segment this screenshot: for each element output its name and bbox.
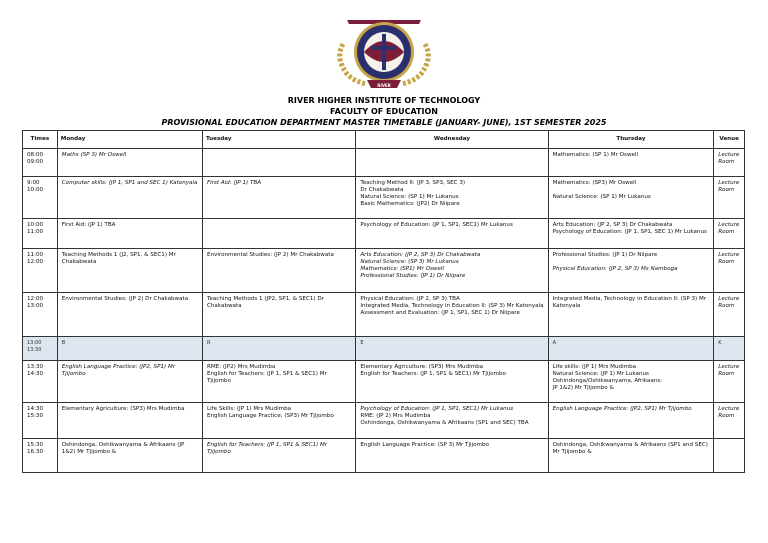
time-text: 15:30 xyxy=(27,442,44,448)
time-text: 08:00 xyxy=(27,152,44,158)
course-entry: Professional Studies: (JP 1) Dr Niipare xyxy=(360,273,466,279)
monday-cell xyxy=(57,403,202,439)
course-entry: Arts Education: (JP 2, SP 3) Dr Chakabwata xyxy=(552,222,673,228)
venue-cell xyxy=(714,403,745,439)
venue-cell xyxy=(714,249,745,293)
col-header-wednesday: Wednesday xyxy=(356,131,548,149)
course-entry: E xyxy=(360,340,364,346)
master-timetable xyxy=(22,130,745,473)
col-header-thursday: Thursday xyxy=(548,131,714,149)
venue-cell xyxy=(714,439,745,473)
time-text: 11:00 xyxy=(27,252,44,258)
course-entry: Elementary Agriculture: (SP3) Mrs Mudimba xyxy=(61,406,185,412)
table-row xyxy=(23,249,745,293)
course-entry: Basic Mathematics: (JP2) Dr Niipare xyxy=(360,201,460,207)
course-entry: First Aid: (JP 1) TBA xyxy=(61,222,116,228)
course-entry: English for Teachers: (JP 1, SP1 & SEC1) Mr Tjijombo xyxy=(206,442,328,455)
course-entry: Natural Science: (JP 1) Mr Lukanus xyxy=(552,371,649,377)
time-text: 14:30 xyxy=(27,406,44,412)
time-text: 14:30 xyxy=(27,371,44,377)
time-cell xyxy=(23,219,58,249)
venue-text: Lecture xyxy=(718,152,740,158)
course-entry: Oshindonga, Oshikwanyama & Afrikaans (SP1 and SEC) TBA xyxy=(360,420,529,426)
time-cell xyxy=(23,249,58,293)
venue-cell xyxy=(714,149,745,177)
col-header-times: Times xyxy=(23,131,58,149)
thursday-cell xyxy=(548,361,714,403)
wednesday-cell xyxy=(356,361,548,403)
table-row xyxy=(23,337,745,361)
course-entry: Arts Education: (JP 2, SP 3) Dr Chakabwata xyxy=(360,252,481,258)
table-row xyxy=(23,219,745,249)
venue-text: Lecture xyxy=(718,406,740,412)
time-text: 10:00 xyxy=(27,222,44,228)
table-row xyxy=(23,293,745,337)
tuesday-cell xyxy=(202,177,355,219)
course-entry: English Language Practice: (JP2, SP1) Mr Tjijombo xyxy=(552,406,692,412)
venue-text: Lecture xyxy=(718,252,740,258)
wednesday-cell xyxy=(356,293,548,337)
course-entry: Dr Chakabwata xyxy=(360,187,404,193)
time-text: 16:30 xyxy=(27,449,44,455)
course-entry: RME: (JP2) Mrs Mudimba xyxy=(206,364,276,370)
time-text: 13:00 xyxy=(27,303,44,309)
monday-cell xyxy=(57,219,202,249)
course-entry: Environmental Studies: (JP 2) Dr Chakabwata xyxy=(61,296,189,302)
course-entry: English for Teachers: (JP 1, SP1 & SEC1) Mr Tjijombo xyxy=(360,371,506,377)
course-entry: RME: (JP 2) Mrs Mudimba xyxy=(360,413,431,419)
wednesday-cell xyxy=(356,149,548,177)
course-entry: Psychology of Education: (JP 1, SP1, SEC1) Mr Lukanus xyxy=(360,222,513,228)
course-entry: English for Teachers: (JP 1, SP1 & SEC1) Mr Tjijombo xyxy=(206,371,327,384)
wednesday-cell xyxy=(356,249,548,293)
course-entry: Mathematics: (SP1) Mr Oswell xyxy=(360,266,445,272)
venue-text: Room xyxy=(718,413,735,419)
course-entry: JP 1&2) Mr Tjijombo & xyxy=(552,385,614,391)
logo-banner-text: RIVER xyxy=(377,83,391,88)
wednesday-cell xyxy=(356,439,548,473)
institute-logo xyxy=(331,8,437,94)
monday-cell xyxy=(57,149,202,177)
timetable-title: PROVISIONAL EDUCATION DEPARTMENT MASTER TIMETABLE (JANUARY- JUNE), 1ST SEMESTER 2025 xyxy=(161,118,607,127)
course-entry: Psychology of Education: (JP 1, SP1, SEC1) Mr Lukanus xyxy=(360,406,514,412)
course-entry: English Language Practice: (JP2, SP1) Mr Tjijombo xyxy=(61,364,176,377)
time-text: 11:00 xyxy=(27,229,44,235)
tuesday-cell xyxy=(202,149,355,177)
time-text: 13:00 xyxy=(27,340,42,346)
col-header-tuesday: Tuesday xyxy=(202,131,355,149)
course-entry: Assessment and Evaluation: (JP 1, SP1, SEC 1) Dr Niipare xyxy=(360,310,520,316)
course-entry: Mathematics: (SP 1) Mr Oswell xyxy=(552,152,639,158)
thursday-cell xyxy=(548,219,714,249)
time-cell xyxy=(23,361,58,403)
course-entry: Physical Education: (JP 2, SP 3) Ms Namboga xyxy=(552,266,678,272)
course-entry: Oshindonga, Oshikwanyama & Afrikaans (JP 1&2) Mr Tjijombo & xyxy=(61,442,185,455)
time-text: 13:30 xyxy=(27,347,42,353)
time-text: 13:30 xyxy=(27,364,44,370)
table-row xyxy=(23,177,745,219)
time-cell xyxy=(23,403,58,439)
monday-cell xyxy=(57,439,202,473)
course-entry: Life skills: (JP 1) Mrs Mudimba xyxy=(552,364,637,370)
course-entry: Teaching Method II: (JP 3, SP3, SEC 3) xyxy=(360,180,466,186)
time-cell xyxy=(23,177,58,219)
venue-text: Room xyxy=(718,187,735,193)
course-entry: Oshindonga, Oshikwanyama & Afrikaans (SP1 and SEC) Mr Tjijombo & xyxy=(552,442,708,455)
col-header-venue: Venue xyxy=(714,131,745,149)
course-entry: Integrated Media, Technology in Education II: (SP 3) Mr Katonyala xyxy=(360,303,544,309)
time-cell xyxy=(23,337,58,361)
thursday-cell xyxy=(548,149,714,177)
course-entry: Integrated Media, Technology in Education II: (SP 3) Mr Katonyala xyxy=(552,296,707,309)
table-row xyxy=(23,439,745,473)
venue-text: Lecture xyxy=(718,222,740,228)
venue-cell xyxy=(714,219,745,249)
course-entry: Natural Science: (SP 3) Mr Lukanus xyxy=(360,259,459,265)
venue-text: Lecture xyxy=(718,296,740,302)
course-entry: Teaching Methods 1 (JP2, SP1, & SEC1) Dr Chakabwata xyxy=(206,296,324,309)
table-row xyxy=(23,361,745,403)
venue-text: Room xyxy=(718,159,735,165)
thursday-cell xyxy=(548,439,714,473)
monday-cell xyxy=(57,337,202,361)
monday-cell xyxy=(57,177,202,219)
time-text: 09:00 xyxy=(27,159,44,165)
course-entry: A xyxy=(552,340,557,346)
thursday-cell xyxy=(548,249,714,293)
course-entry: Life Skills: (JP 1) Mrs Mudimba xyxy=(206,406,292,412)
venue-cell xyxy=(714,337,745,361)
course-entry: Elementary Agriculture: (SP3) Mrs Mudimba xyxy=(360,364,484,370)
time-cell xyxy=(23,439,58,473)
table-row xyxy=(23,149,745,177)
tuesday-cell xyxy=(202,361,355,403)
course-entry: Teaching Methods 1 (J2, SP1, & SEC1) Mr Chakabwata xyxy=(61,252,176,265)
venue-text: Lecture xyxy=(718,180,740,186)
time-text: 12:00 xyxy=(27,296,44,302)
course-entry: R xyxy=(206,340,211,346)
course-entry: Environmental Studies: (JP 2) Mr Chakabwata xyxy=(206,252,334,258)
course-entry: B xyxy=(61,340,66,346)
venue-cell xyxy=(714,361,745,403)
time-cell xyxy=(23,293,58,337)
course-entry: Computer skills: (JP 1, SP1 and SEC 1) Katonyala xyxy=(61,180,198,186)
time-text: 10:00 xyxy=(27,187,44,193)
venue-text: Room xyxy=(718,303,735,309)
wednesday-cell xyxy=(356,177,548,219)
col-header-monday: Monday xyxy=(57,131,202,149)
faculty-name: FACULTY OF EDUCATION xyxy=(330,107,438,116)
logo-ring-text: NAMA SOMAFE BRUNER xyxy=(360,12,408,16)
course-entry: Physical Education: (JP 2, SP 3) TBA xyxy=(360,296,460,302)
thursday-cell xyxy=(548,403,714,439)
timetable-body xyxy=(23,149,745,473)
institute-name: RIVER HIGHER INSTITUTE OF TECHNOLOGY xyxy=(287,96,481,105)
time-cell xyxy=(23,149,58,177)
course-entry: Natural Science: (SP 1) Mr Lukanus xyxy=(360,194,459,200)
table-row xyxy=(23,403,745,439)
wednesday-cell xyxy=(356,403,548,439)
wednesday-cell xyxy=(356,219,548,249)
venue-cell xyxy=(714,177,745,219)
course-entry: Maths (SP 3) Mr Oswell xyxy=(61,152,127,158)
venue-text: Lecture xyxy=(718,364,740,370)
tuesday-cell xyxy=(202,439,355,473)
tuesday-cell xyxy=(202,337,355,361)
wednesday-cell xyxy=(356,337,548,361)
thursday-cell xyxy=(548,293,714,337)
venue-text: Room xyxy=(718,371,735,377)
venue-cell xyxy=(714,293,745,337)
course-entry: Professional Studies: (JP 1) Dr Niipare xyxy=(552,252,658,258)
course-entry: Natural Science: (SP 1) Mr Lukanus xyxy=(552,194,651,200)
tuesday-cell xyxy=(202,249,355,293)
thursday-cell xyxy=(548,337,714,361)
tuesday-cell xyxy=(202,403,355,439)
table-header-row xyxy=(23,131,745,149)
course-entry: Mathematics: (SP3) Mr Oswell xyxy=(552,180,637,186)
venue-text: Room xyxy=(718,259,735,265)
monday-cell xyxy=(57,293,202,337)
time-text: 9:00 xyxy=(27,180,40,186)
venue-text: Room xyxy=(718,229,735,235)
monday-cell xyxy=(57,361,202,403)
course-entry: English Language Practice: (SP 3) Mr Tjijombo xyxy=(360,442,489,448)
monday-cell xyxy=(57,249,202,293)
course-entry: English Language Practice: (SP3) Mr Tjijombo xyxy=(206,413,334,419)
thursday-cell xyxy=(548,177,714,219)
time-text: 12:00 xyxy=(27,259,44,265)
course-entry: Oshindonga/Oshikwanyama, Afrikaans: xyxy=(552,378,663,384)
venue-text: K xyxy=(718,340,722,346)
tuesday-cell xyxy=(202,293,355,337)
time-text: 15:30 xyxy=(27,413,44,419)
course-entry: First Aid: (JP 1) TBA xyxy=(206,180,262,186)
course-entry: Psychology of Education: (JP 1, SP1, SEC 1) Mr Lukanus xyxy=(552,229,707,235)
tuesday-cell xyxy=(202,219,355,249)
